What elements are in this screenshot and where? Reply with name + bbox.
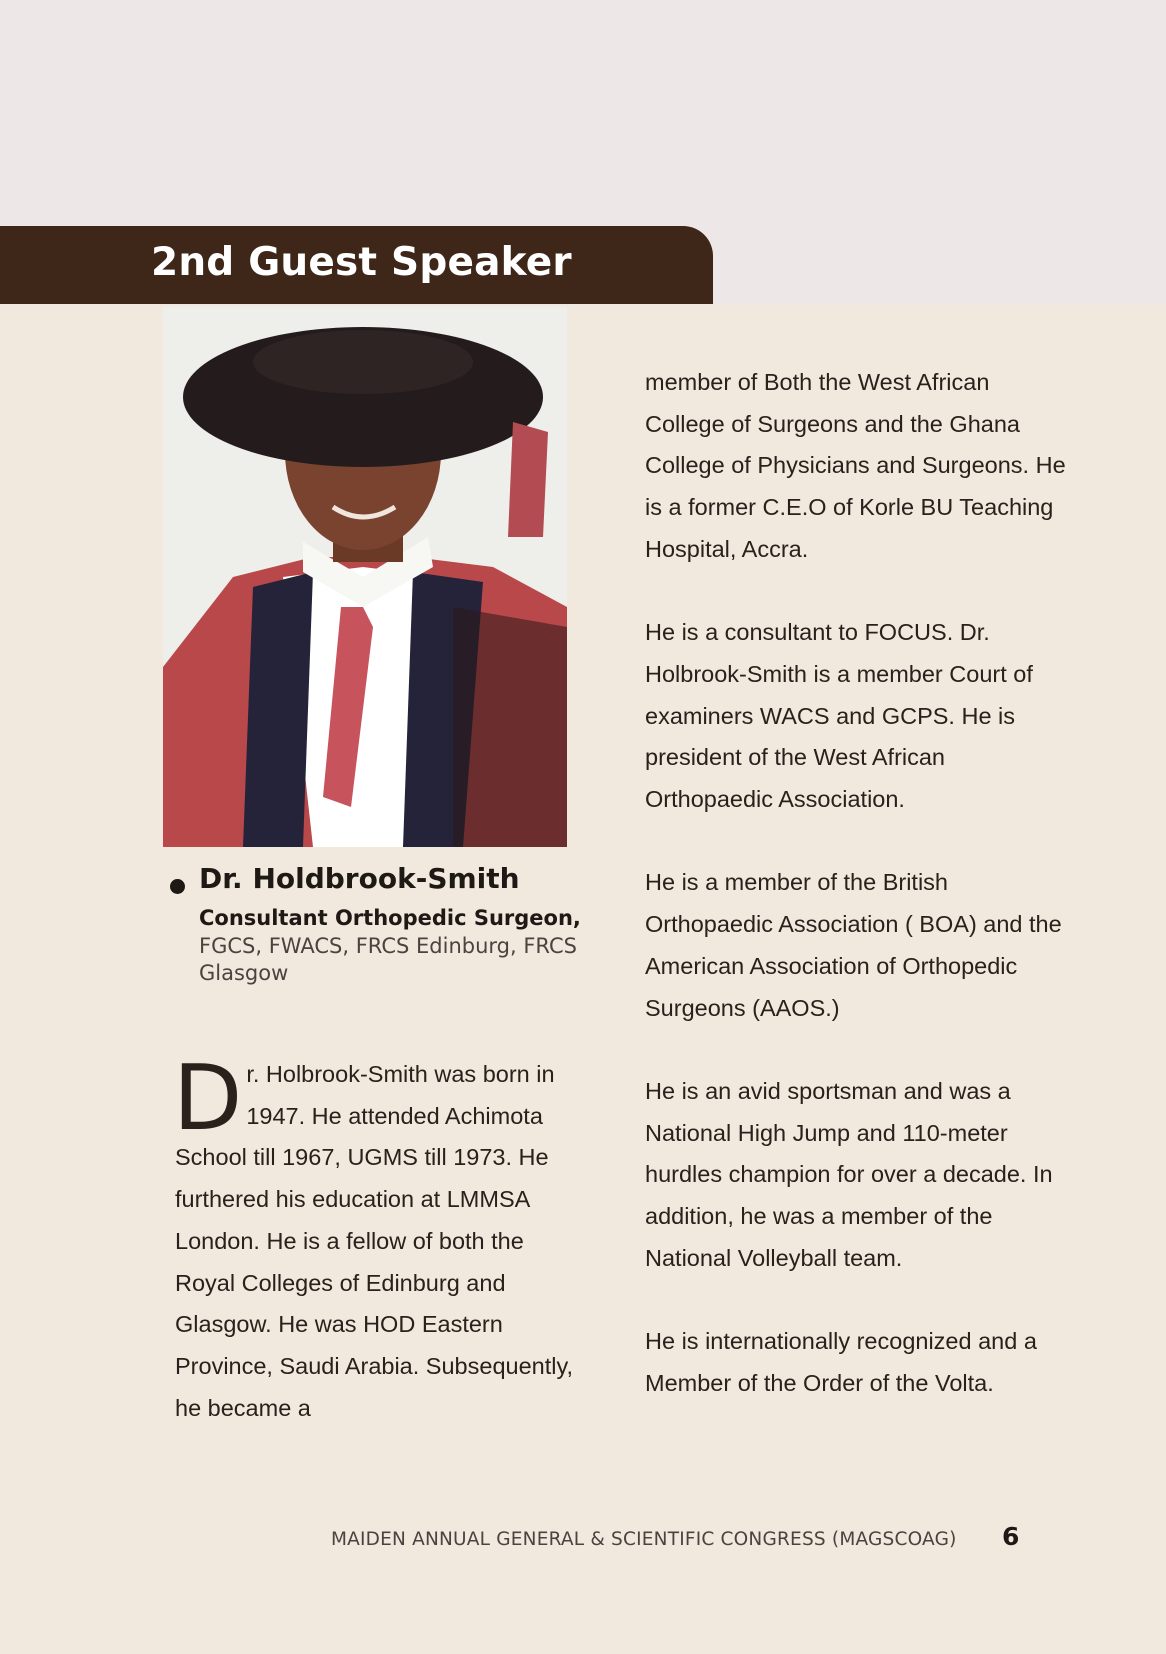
- bio-paragraph: He is a consultant to FOCUS. Dr. Holbrook-Smith is a member Court of examiners WACS and GCPS. He is president of the West African Orthopaedic Association.: [645, 619, 1033, 813]
- bio-paragraph: member of Both the West African College of Surgeons and the Ghana College of Physicians and Surgeons. He is a former C.E.O of Korle BU Teaching Hospital, Accra.: [645, 369, 1066, 562]
- title-banner: [0, 226, 713, 304]
- footer-text: MAIDEN ANNUAL GENERAL & SCIENTIFIC CONGRESS (MAGSCOAG): [331, 1529, 957, 1550]
- bio-left-column: [173, 1046, 585, 1429]
- bio-paragraph: He is an avid sportsman and was a National High Jump and 110-meter hurdles champion for over a decade. In addition, he was a member of the National Volleyball team.: [645, 1077, 1053, 1271]
- speaker-photo: [163, 307, 567, 847]
- bio-paragraph: He is a member of the British Orthopaedic Association ( BOA) and the American Association of Orthopedic Surgeons (AAOS.): [645, 869, 1062, 1021]
- speaker-name: Dr. Holdbrook-Smith: [199, 862, 520, 895]
- bio-paragraph: He is internationally recognized and a Member of the Order of the Volta.: [645, 1328, 1037, 1396]
- drop-cap: D: [173, 1046, 243, 1151]
- speaker-credentials: FGCS, FWACS, FRCS Edinburg, FRCS Glasgow: [199, 934, 577, 985]
- speaker-role: Consultant Orthopedic Surgeon,: [199, 906, 581, 930]
- bio-text: r. Holbrook-Smith was born in 1947. He attended Achimota School till 1967, UGMS till 1973. He furthered his education at LMMSA London. He is a fellow of both the Royal Colleges of Edinburg and Glasgow. He was HOD Eastern Province, Saudi Arabia. Subsequently, he became a: [175, 1061, 574, 1421]
- speaker-portrait-icon: [163, 307, 567, 847]
- bullet-icon: [170, 879, 185, 894]
- page-title: 2nd Guest Speaker: [151, 240, 572, 285]
- bio-right-column: [645, 362, 1075, 1446]
- page-number: 6: [1002, 1522, 1020, 1551]
- bio-paragraph: [173, 1046, 585, 1429]
